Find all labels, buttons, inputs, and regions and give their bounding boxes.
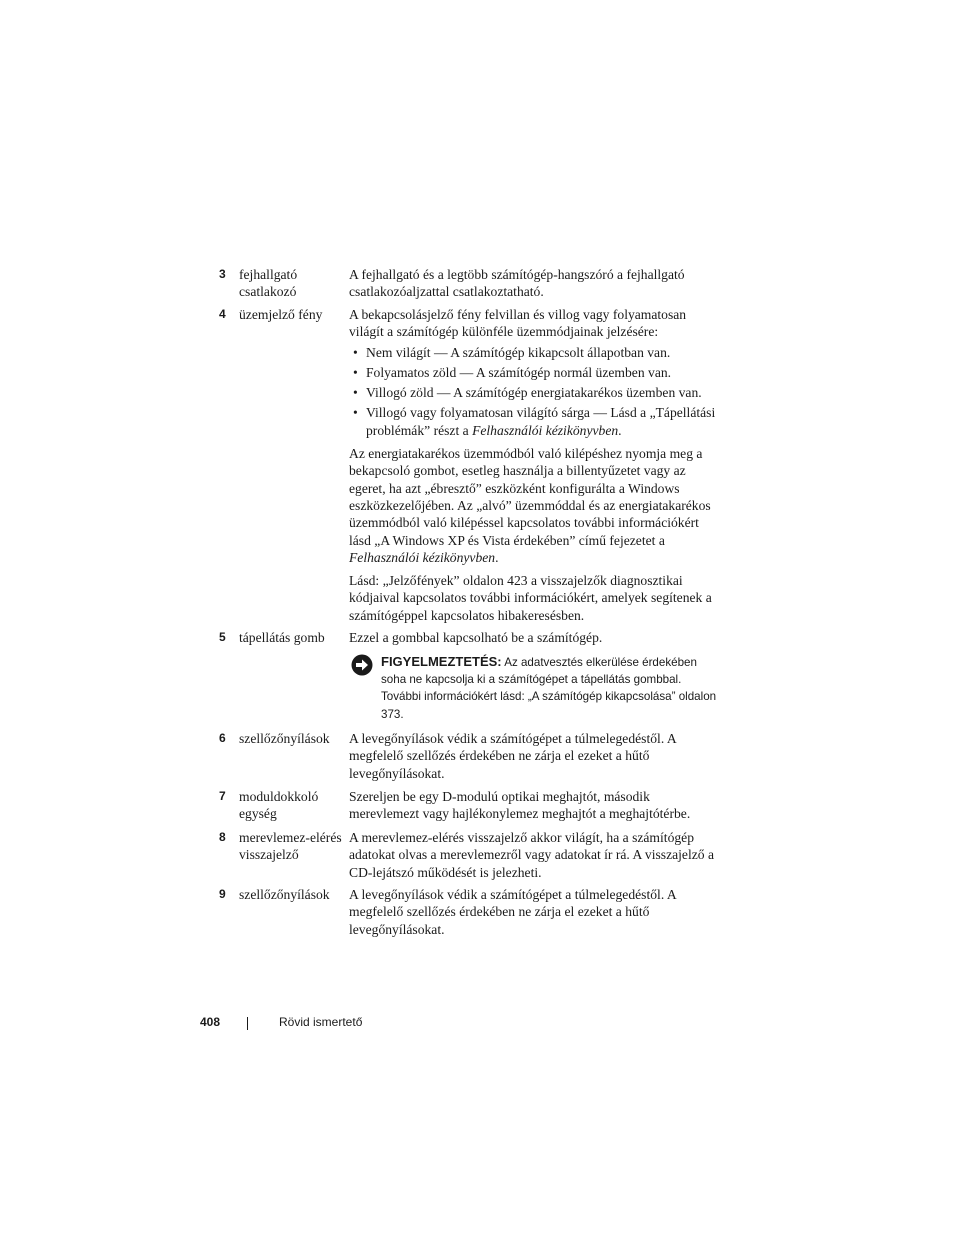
item-description: A merevlemez-elérés visszajelző akkor világít, ha a számítógép adatokat olvas a merevlemezről vagy adatokat ír rá. A visszajelző a CD-lejátszó működését is jelezheti.: [349, 830, 714, 880]
item-number: 3: [219, 267, 226, 281]
paragraph: Lásd: „Jelzőfények” oldalon 423 a visszajelzők diagnosztikai kódjaival kapcsolatos további információkért, amelyek segítenek a számítógéppel kapcsolatos hibakeresésben.: [349, 573, 712, 623]
description-intro: A bekapcsolásjelző fény felvillan és villog vagy folyamatosan világít a számítógép különféle üzemmódjainak jelzésére:: [349, 307, 687, 340]
item-description: Ezzel a gombbal kapcsolható be a számítógép.: [349, 630, 603, 645]
paragraph: [349, 445, 721, 566]
footer-divider: [247, 1017, 248, 1030]
notice-text: [381, 653, 721, 723]
notice-heading: FIGYELMEZTETÉS:: [381, 654, 502, 669]
item-description: [349, 306, 721, 624]
bullet-suffix: .: [618, 422, 622, 438]
item-number: 5: [219, 630, 226, 644]
item-label: szellőzőnyílások: [239, 731, 330, 746]
manual-reference: Felhasználói kézikönyvben: [472, 422, 619, 438]
item-label: üzemjelző fény: [239, 307, 323, 322]
warning-notice: [349, 653, 721, 723]
item-description: A levegőnyílások védik a számítógépet a túlmelegedéstől. A megfelelő szellőzés érdekében ne zárja el ezeket a hűtő levegőnyílásokat.: [349, 887, 676, 937]
item-number: 9: [219, 887, 226, 901]
page-number: 408: [200, 1015, 221, 1029]
item-label: moduldokkoló egység: [239, 789, 319, 822]
paragraph-suffix: .: [495, 549, 499, 565]
document-title: Rövid ismertető: [279, 1015, 363, 1029]
status-list: [349, 344, 721, 439]
arrow-right-circle-icon: [351, 654, 373, 676]
bullet-text: Villogó vagy folyamatosan világító sárga — Lásd a „Tápellátási problémák” részt a: [366, 405, 716, 438]
item-number: 6: [219, 731, 226, 745]
item-number: 7: [219, 789, 226, 803]
manual-reference: Felhasználói kézikönyvben: [349, 549, 496, 565]
list-item: • Villogó zöld — A számítógép energiatakarékos üzemben van.: [349, 384, 721, 401]
item-label: merevlemez-elérés visszajelző: [239, 830, 342, 863]
list-item: • Nem világít — A számítógép kikapcsolt állapotban van.: [349, 344, 721, 361]
item-description: A fejhallgató és a legtöbb számítógép-hangszóró a fejhallgató csatlakozóaljzattal csatlakoztatható.: [349, 267, 685, 300]
item-label: szellőzőnyílások: [239, 887, 330, 902]
notice-body: Az adatvesztés elkerülése érdekében soha ne kapcsolja ki a számítógépet a tápellátás gombbal. További információkért lásd: „A számítógép kikapcsolása” oldalon 373.: [381, 656, 717, 721]
item-description: A levegőnyílások védik a számítógépet a túlmelegedéstől. A megfelelő szellőzés érdekében ne zárja el ezeket a hűtő levegőnyílásokat.: [349, 731, 676, 781]
item-label: fejhallgató csatlakozó: [239, 267, 298, 300]
item-label: tápellátás gomb: [239, 630, 325, 645]
paragraph-text: Az energiatakarékos üzemmódból való kilépéshez nyomja meg a bekapcsoló gombot, esetleg használja a billentyűzetet vagy az egeret, ha azt „ébresztő” eszközként konfigurálta a Windows eszközkezelőjében. Az „alvó” üzemmóddal és az energiatakarékos üzemmódból való kilépéssel kapcsolatos további információkért lásd „A Windows XP és Vista érdekében” című fejezetet a: [349, 446, 711, 548]
item-description: Szereljen be egy D-modulú optikai meghajtót, második merevlemezt vagy hajlékonylemez meghajtót a meghajtótérbe.: [349, 789, 691, 822]
item-number: 8: [219, 830, 226, 844]
list-item: • Folyamatos zöld — A számítógép normál üzemben van.: [349, 364, 721, 381]
item-number: 4: [219, 307, 226, 321]
list-item: [349, 404, 721, 439]
